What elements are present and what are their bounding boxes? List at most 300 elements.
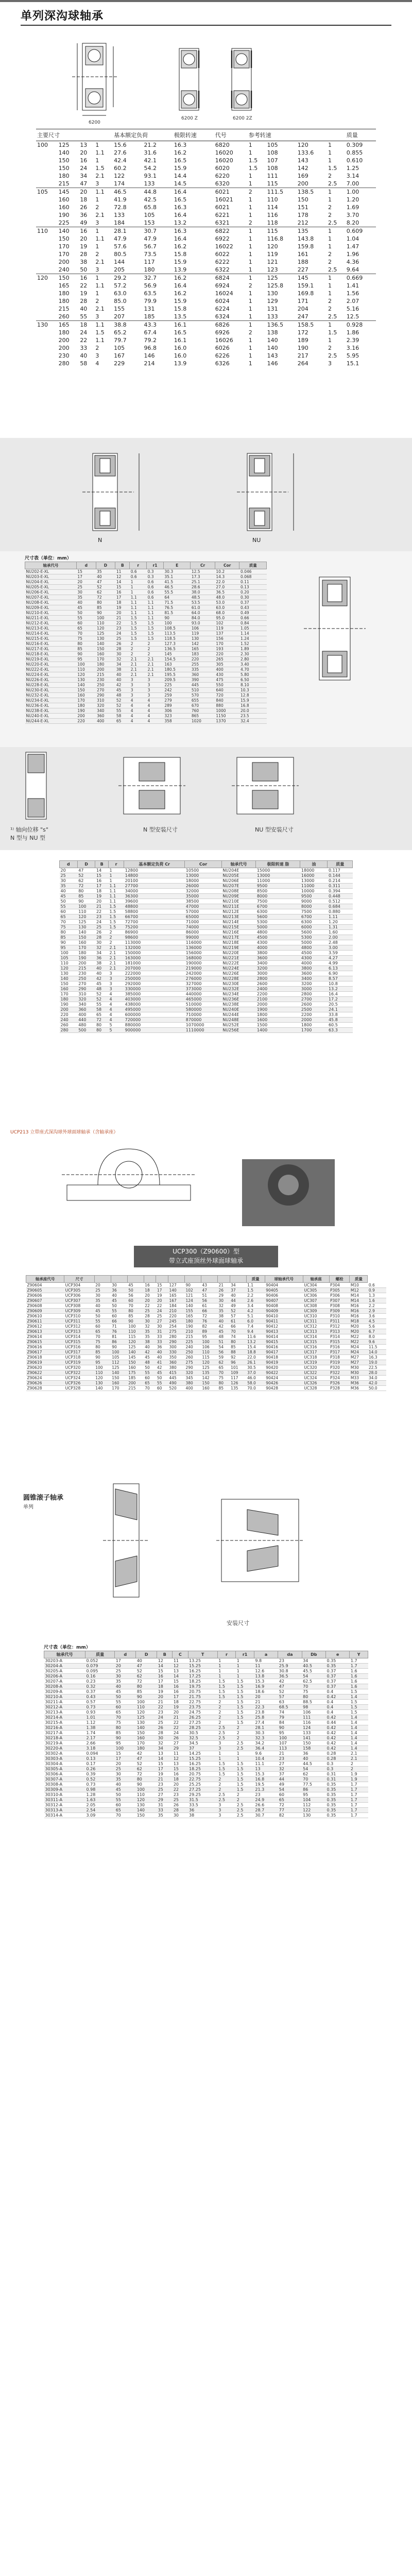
table-cell: 3.6	[368, 1314, 386, 1319]
table-cell: 160	[96, 652, 115, 657]
table-cell: UC324	[303, 1376, 329, 1381]
table-cell: M22	[350, 1340, 368, 1345]
table-cell: 125	[201, 1365, 217, 1370]
table-cell: 51	[201, 1293, 217, 1298]
table-cell: 79.2	[144, 337, 157, 344]
table-cell: 30.7	[254, 1813, 278, 1818]
table-cell: 77	[278, 1808, 302, 1813]
table-cell: 136.5	[163, 647, 190, 652]
table-cell: UCP322	[64, 1370, 95, 1376]
table-cell: Z90604	[26, 1283, 64, 1288]
table-cell: 160	[201, 1386, 217, 1391]
table-cell: 85.0	[114, 298, 127, 304]
table-cell: 415	[168, 1370, 184, 1376]
table-cell: 174	[114, 180, 125, 187]
table-cell: 27	[173, 1741, 188, 1746]
table-row	[36, 204, 376, 211]
table-cell: NU238E	[221, 1002, 256, 1007]
table-cell: UC315	[303, 1340, 329, 1345]
table-row	[60, 1007, 353, 1012]
table-cell: 38	[217, 1314, 230, 1319]
table-cell: 180	[58, 329, 70, 336]
table-cell: 135	[230, 1386, 246, 1391]
table-cell: 1.5	[130, 636, 147, 641]
table-cell: 20	[115, 1664, 136, 1669]
table-row	[25, 708, 267, 714]
table-cell: 185	[144, 313, 155, 320]
table-cell: 80	[60, 930, 78, 935]
table-cell: 58800	[124, 909, 185, 914]
table-cell: 1.47	[346, 243, 359, 250]
table-cell: 254	[168, 1324, 184, 1329]
table-cell: NU210E	[221, 899, 256, 904]
table-cell: Z90624	[26, 1376, 64, 1381]
table-cell: 5300	[300, 935, 328, 940]
table-cell: 215	[77, 966, 95, 971]
table-cell: 165	[58, 321, 79, 329]
table-cell: 95	[60, 945, 78, 951]
table-cell: NU206E	[221, 878, 256, 884]
table-cell: 1.5	[246, 1288, 265, 1293]
table-cell: 640	[215, 688, 239, 693]
table-cell: 1.5	[217, 1684, 236, 1689]
table-cell: 6326	[215, 360, 230, 367]
table-cell: 20.5	[328, 1002, 353, 1007]
table-cell: 90414	[265, 1334, 303, 1340]
table-cell: 38500	[185, 899, 221, 904]
table-cell: 5000	[256, 925, 300, 930]
table-cell: 120	[76, 672, 96, 677]
column-header	[94, 1276, 111, 1283]
table-cell: 10500	[185, 868, 221, 873]
table-cell: 47	[80, 180, 88, 187]
table-cell: 300	[168, 1345, 184, 1350]
table-cell: 220	[191, 657, 215, 662]
table-cell: 112	[302, 1803, 325, 1808]
table-cell: 0.44	[325, 1720, 349, 1725]
table-cell: 2.1	[130, 672, 147, 677]
table-cell: 100	[163, 621, 190, 626]
table-cell: UCP315	[64, 1340, 95, 1345]
table-cell: 28	[144, 1314, 156, 1319]
table-cell: 65	[115, 1710, 136, 1715]
table-cell: 225	[163, 683, 190, 688]
table-cell: 20.0	[239, 708, 267, 714]
table-cell: 17.2	[328, 997, 353, 1002]
table-cell: 124	[184, 1298, 201, 1303]
table-row	[60, 868, 353, 873]
table-cell: 350	[168, 1355, 184, 1360]
table-cell: 1	[95, 290, 99, 297]
table-cell: 15	[115, 1751, 136, 1756]
table-cell: 11	[173, 1751, 188, 1756]
table-cell: 1	[248, 196, 252, 203]
table-cell: 3	[108, 981, 124, 987]
table-cell: 68.0	[215, 611, 239, 616]
table-cell: 13.9	[174, 360, 187, 367]
table-cell: 15.25	[188, 1664, 217, 1669]
table-cell: 142	[191, 641, 215, 647]
table-cell	[36, 219, 58, 227]
table-cell: Z90613	[26, 1329, 64, 1334]
table-cell: 2	[108, 930, 124, 935]
table-cell: 280	[58, 360, 70, 367]
table-cell: 45	[115, 1787, 136, 1792]
table-cell: 100	[115, 1746, 136, 1751]
table-cell: 40.5	[302, 1664, 325, 1669]
table-cell: 17	[173, 1694, 188, 1700]
table-cell: 24	[173, 1731, 188, 1736]
table-cell: UCP328	[64, 1386, 95, 1391]
table-cell: 403000	[124, 997, 185, 1002]
table-cell: 146	[267, 360, 278, 367]
table-cell: 18000	[185, 878, 221, 884]
table-cell: M20	[350, 1324, 368, 1329]
table-cell: 1.4	[350, 1741, 368, 1746]
table-cell: 46.5	[113, 188, 143, 196]
table-cell: 8000	[256, 894, 300, 899]
table-row	[60, 971, 353, 976]
table-cell: 60	[60, 909, 78, 914]
table-cell: 670	[191, 703, 215, 708]
table-cell: 1.5	[108, 904, 124, 909]
table-cell: 4.5	[368, 1319, 386, 1324]
table-cell	[36, 204, 58, 211]
table-cell: 12800	[124, 868, 185, 873]
table-row	[60, 940, 353, 945]
table-cell	[36, 235, 58, 243]
table-cell: 117	[144, 259, 155, 265]
table-cell: 1.5	[328, 329, 337, 336]
table-cell: 45	[115, 688, 130, 693]
table-cell: 145	[58, 188, 79, 196]
table-cell: 13.2	[174, 219, 187, 226]
table-cell: 0.11	[239, 580, 267, 585]
table-row	[25, 667, 267, 672]
table-cell: 180	[144, 266, 155, 273]
table-cell: 20	[76, 580, 96, 585]
table-cell: 1.1	[94, 321, 113, 329]
table-cell: 60	[127, 1298, 144, 1303]
table-cell: 1.5	[350, 1710, 368, 1715]
table-cell: 15	[157, 1669, 173, 1674]
table-cell: 110	[201, 1350, 217, 1355]
table-cell: 3600	[256, 956, 300, 961]
table-cell: 360	[168, 1360, 184, 1365]
table-cell: 24.75	[188, 1710, 217, 1715]
table-cell: 16.25	[188, 1669, 217, 1674]
table-cell: 100	[76, 662, 96, 667]
table-cell: 30	[144, 1319, 156, 1324]
table-cell: 4	[130, 698, 147, 703]
table-cell: 1	[248, 259, 252, 265]
table-cell: 190	[58, 212, 70, 218]
table-cell: 16.5	[174, 196, 187, 203]
table-cell	[36, 172, 58, 180]
table-cell: 16024	[215, 290, 233, 297]
table-cell: 1	[130, 590, 147, 595]
table-cell: 64.0	[191, 611, 215, 616]
table-cell	[36, 196, 58, 204]
table-cell: 43.3	[143, 321, 173, 329]
table-cell: M20	[350, 1329, 368, 1334]
column-header: 质量	[246, 1276, 265, 1283]
table-cell: 260	[58, 313, 70, 320]
table-cell: 115	[267, 180, 278, 187]
table-cell: 15.4	[246, 1345, 265, 1350]
table-cell: 1.4	[350, 1720, 368, 1725]
table-cell: 1.5	[147, 631, 164, 636]
table-cell: NU224E	[221, 966, 256, 971]
column-header: D	[96, 562, 115, 569]
table-cell: 126	[230, 1381, 246, 1386]
table-cell: 13	[173, 1761, 188, 1767]
table-cell: 36	[302, 1751, 325, 1756]
table-cell: 7500	[256, 899, 300, 904]
t1-header: 极限转速	[173, 129, 214, 141]
table-cell: 70	[94, 1334, 111, 1340]
table-cell: 96	[230, 1360, 246, 1365]
table-cell: 36	[111, 1288, 127, 1293]
table-cell: 0.214	[328, 878, 353, 884]
table-cell: 45	[127, 1283, 144, 1288]
table-cell: 55	[80, 313, 88, 320]
table-cell: 150	[136, 1813, 157, 1818]
table-row	[60, 935, 353, 940]
table-cell: 172	[297, 329, 308, 336]
table-cell: 80	[95, 1028, 109, 1033]
taper-title: 圆锥滚子轴承	[23, 1494, 64, 1502]
table-cell: 20	[115, 1761, 136, 1767]
table-cell: 26000	[185, 884, 221, 889]
table-cell: 180	[77, 951, 95, 956]
table-row	[26, 1370, 387, 1376]
table-cell: 30	[95, 940, 109, 945]
table-row	[60, 930, 353, 935]
table-cell: 1	[217, 1658, 236, 1664]
table-cell: 390	[191, 677, 215, 683]
table-row	[44, 1767, 368, 1772]
table-cell: 121	[267, 259, 278, 265]
table-cell: 30310-A	[44, 1792, 85, 1798]
table-cell: 3.59	[328, 951, 353, 956]
table-cell: 90	[163, 616, 190, 621]
table-cell: 6700	[256, 904, 300, 909]
table-cell: 1.1	[147, 600, 164, 605]
table-cell: 80	[95, 1023, 109, 1028]
table-cell: 0.17	[85, 1761, 115, 1767]
ball-bearing-drawings	[62, 38, 360, 126]
table-cell: 1.74	[85, 1731, 115, 1736]
table-cell: 6300	[300, 920, 328, 925]
table-cell: 130	[191, 636, 215, 641]
table-cell: 1.05	[239, 626, 267, 631]
table-cell: 37	[188, 1746, 217, 1751]
table-cell: 4	[108, 997, 124, 1002]
table-cell: 16022	[215, 243, 233, 250]
column-header: 极限转速 脂	[256, 861, 300, 868]
table-cell: 131	[144, 306, 155, 312]
table-cell: 520	[168, 1386, 184, 1391]
table-cell: 17	[157, 1679, 173, 1684]
table-cell: 28	[173, 1808, 188, 1813]
table-cell: 110	[76, 667, 96, 672]
table-cell: NU222E	[221, 961, 256, 966]
table-cell: 150	[58, 274, 79, 282]
table-cell: 270	[77, 981, 95, 987]
table-cell: 25	[173, 1798, 188, 1803]
table-cell: 34	[157, 1746, 173, 1751]
table-cell: 250	[77, 976, 95, 981]
table-cell: 36.5	[215, 590, 239, 595]
table-row	[25, 595, 267, 600]
table-cell: 110	[267, 196, 278, 203]
table-cell: 17	[115, 1658, 136, 1664]
table-cell: 47.9	[114, 235, 127, 242]
table-cell: 70	[76, 631, 96, 636]
table-cell: 335	[191, 667, 215, 672]
table-cell: 40	[156, 1355, 168, 1360]
table-cell: 30219-A	[44, 1741, 85, 1746]
table-cell: 33	[156, 1340, 168, 1345]
table-cell: 9500	[256, 884, 300, 889]
table-cell: 130	[60, 971, 78, 976]
table-cell: 1.7	[350, 1664, 368, 1669]
table-cell: 16	[95, 878, 109, 884]
table-cell: 133	[114, 212, 125, 218]
table-cell: 15.8	[174, 306, 187, 312]
table-cell: 2.1	[108, 966, 124, 971]
table-cell	[36, 243, 58, 250]
table-cell: UCP313	[64, 1329, 95, 1334]
table-cell: 75	[94, 1340, 111, 1345]
table-cell: 3	[217, 1746, 236, 1751]
table-cell: 61.0	[191, 605, 215, 611]
table-cell: 85	[115, 1731, 136, 1736]
table-cell: 18.8	[246, 1350, 265, 1355]
table-cell: 40	[115, 1684, 136, 1689]
table-cell: 56	[127, 1293, 144, 1298]
table-cell: 20	[80, 235, 88, 242]
table-cell: 12.5	[191, 569, 215, 574]
table-cell: 51	[217, 1340, 230, 1345]
table-cell: 4.99	[328, 961, 353, 966]
table-cell: 0.42	[325, 1736, 349, 1741]
table-cell: 475	[215, 677, 239, 683]
table-cell: 0.37	[85, 1689, 115, 1694]
table-cell: 204	[297, 306, 308, 312]
table-cell: 0.73	[85, 1705, 115, 1710]
table-cell: 15.3	[254, 1679, 278, 1684]
table-cell: 4	[130, 708, 147, 714]
table-cell: 115	[266, 227, 297, 235]
table-cell: 1.5	[217, 1772, 236, 1777]
table-cell: 4500	[300, 951, 328, 956]
table-cell: 11.6	[246, 1334, 265, 1340]
table-row	[25, 611, 267, 616]
table-cell: 82	[201, 1324, 217, 1329]
table-cell: 76.5	[163, 605, 190, 611]
table-cell: 26	[157, 1725, 173, 1731]
table-row	[36, 352, 376, 360]
cyl-table	[59, 860, 353, 1033]
table-cell: 72	[136, 1679, 157, 1684]
table-row	[36, 149, 376, 157]
table-cell: 71000	[185, 920, 221, 925]
table-cell: 29.2	[113, 274, 143, 282]
table-cell: 125	[111, 1365, 127, 1370]
table-cell: NU215E	[221, 925, 256, 930]
table-cell: 66	[111, 1319, 127, 1324]
table-cell: NU207E	[221, 884, 256, 889]
table-cell: 24	[156, 1309, 168, 1314]
table-cell: UC312	[303, 1324, 329, 1329]
table-cell: 110	[94, 1370, 111, 1376]
table-cell: 60.2	[114, 165, 127, 172]
table-cell: 2	[350, 1767, 368, 1772]
table-cell: Z90611	[26, 1319, 64, 1324]
column-header: 尺寸	[64, 1276, 95, 1283]
table-cell: NU219-E-XL	[25, 657, 77, 662]
table-cell: 30304-A	[44, 1761, 85, 1767]
table-cell: 320	[77, 997, 95, 1002]
cyl-table-section	[0, 855, 412, 1123]
table-cell: 102	[215, 621, 239, 626]
table-cell: 35	[157, 1813, 173, 1818]
table-cell: 125.8	[267, 282, 284, 289]
table-cell: P308	[329, 1303, 350, 1309]
table-cell: P322	[329, 1370, 350, 1376]
table-cell: 40	[115, 1782, 136, 1787]
table-cell: 30215-A	[44, 1720, 85, 1725]
table-cell: 163000	[124, 956, 185, 961]
table-row	[44, 1803, 368, 1808]
table-cell	[36, 180, 58, 188]
table-cell: 21	[278, 1751, 302, 1756]
table-cell: 445	[168, 1376, 184, 1381]
table-cell: UCP319	[64, 1360, 95, 1365]
table-row	[60, 966, 353, 971]
table-cell: 170	[76, 698, 96, 703]
table-row	[60, 878, 353, 884]
column-header: 轴承代号	[25, 562, 77, 569]
table-cell: 0.6	[147, 595, 164, 600]
table-cell: 400	[96, 719, 115, 724]
fig3-caption-1: ¹⁾ 轴向位移 "s"	[10, 826, 48, 833]
table-cell: 30	[115, 1674, 136, 1679]
table-cell: 12.8	[239, 693, 267, 698]
table-cell: NU202-E-XL	[25, 569, 77, 574]
table-cell: 225	[184, 1340, 201, 1345]
table-cell: 120	[60, 966, 78, 971]
table-cell: 280	[60, 1028, 78, 1033]
table-cell: 320	[184, 1370, 201, 1376]
table-cell: 22	[144, 1303, 156, 1309]
table-cell: 580000	[185, 1007, 221, 1012]
table-cell: 2	[217, 1700, 236, 1705]
table-cell: 13.9	[174, 266, 187, 273]
table-cell: 24	[80, 165, 88, 172]
table-cell: 25	[95, 925, 109, 930]
table-cell: 2	[328, 259, 332, 265]
table-cell: UC317	[303, 1350, 329, 1355]
table-cell: NU209-E-XL	[25, 605, 77, 611]
table-cell: 17	[95, 884, 109, 889]
table-cell: 60	[115, 1705, 136, 1710]
fig3-caption-3: NU 型安装尺寸	[255, 826, 294, 833]
table-cell: 13.25	[188, 1658, 217, 1664]
table-cell: 190	[76, 708, 96, 714]
